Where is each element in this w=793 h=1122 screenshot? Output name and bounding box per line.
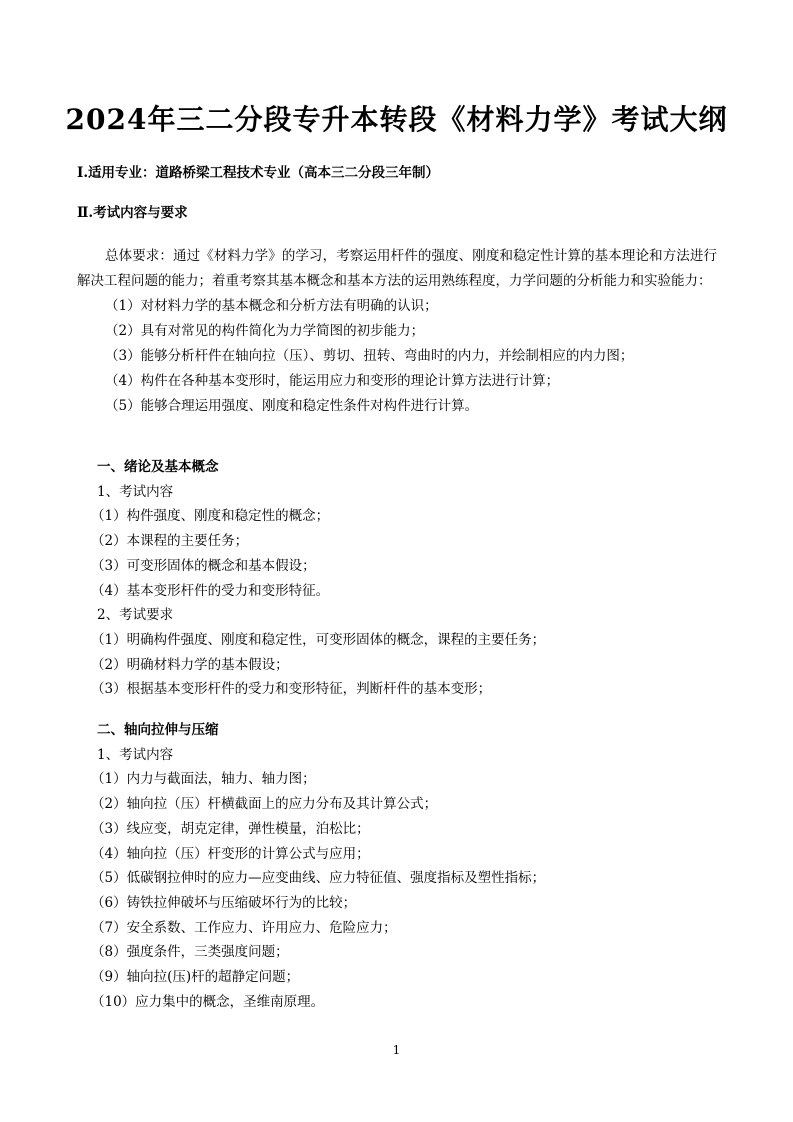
chapter-heading: 二、轴向拉伸与压缩	[97, 722, 219, 738]
requirement-label: 2、考试要求	[97, 607, 174, 624]
requirement-item: （3）根据基本变形杆件的受力和变形特征，判断杆件的基本变形；	[91, 681, 492, 698]
content-label: 1、考试内容	[97, 746, 174, 763]
requirement-item: （1）明确构件强度、刚度和稳定性，可变形固体的概念，课程的主要任务；	[91, 631, 546, 648]
content-item: （7）安全系数、工作应力、许用应力、危险应力；	[91, 919, 397, 936]
content-item: （2）轴向拉（压）杆横截面上的应力分布及其计算公式；	[91, 796, 438, 813]
content-item: （3）可变形固体的概念和基本假设；	[91, 557, 316, 574]
section-exam-content: Ⅱ.考试内容与要求	[77, 205, 188, 221]
overall-paragraph: 总体要求：通过《材料力学》的学习，考察运用杆件的强度、刚度和稳定性计算的基本理论和方法进行解决工程问题的能力；着重考察其基本概念和基本方法的运用熟练程度，力学问题的分析能力和实验能力：	[77, 248, 717, 289]
chapter-1	[77, 455, 717, 702]
chapter-heading: 一、绪论及基本概念	[97, 459, 219, 475]
content-item: （9）轴向拉(压)杆的超静定问题；	[91, 969, 300, 986]
content-item: （3）线应变，胡克定律，弹性模量，泊松比；	[91, 820, 370, 837]
content-item: （2）本课程的主要任务；	[91, 533, 249, 550]
content-label: 1、考试内容	[97, 483, 174, 500]
overall-requirements	[77, 244, 717, 419]
content-item: （5）低碳钢拉伸时的应力—应变曲线、应力特征值、强度指标及塑性指标；	[91, 870, 546, 887]
content-item: （1）内力与截面法，轴力、轴力图；	[91, 771, 316, 788]
content-item: （4）基本变形杆件的受力和变形特征。	[91, 582, 330, 599]
requirement-item: （2）明确材料力学的基本假设；	[91, 656, 289, 673]
content-item: （1）构件强度、刚度和稳定性的概念；	[91, 508, 330, 525]
document-title: 2024年三二分段专升本转段《材料力学》考试大纲	[65, 103, 728, 136]
content-item: （4）轴向拉（压）杆变形的计算公式与应用；	[91, 845, 370, 862]
requirement-item: （2）具有对常见的构件简化为力学简图的初步能力；	[105, 323, 425, 339]
requirement-item: （1）对材料力学的基本概念和分析方法有明确的认识；	[105, 298, 438, 314]
chapter-2	[77, 718, 717, 1014]
content-item: （6）铸铁拉伸破坏与压缩破坏行为的比较；	[91, 894, 357, 911]
requirement-item: （4）构件在各种基本变形时，能运用应力和变形的理论计算方法进行计算；	[105, 373, 560, 389]
requirement-item: （5）能够合理运用强度、刚度和稳定性条件对构件进行计算。	[105, 398, 479, 414]
requirement-item: （3）能够分析杆件在轴向拉（压）、剪切、扭转、弯曲时的内力，并绘制相应的内力图；	[105, 348, 634, 364]
content-item: （8）强度条件，三类强度问题；	[91, 944, 289, 961]
section-applicable-major: Ⅰ.适用专业：道路桥梁工程技术专业（高本三二分段三年制）	[77, 165, 440, 181]
content-item: （10）应力集中的概念，圣维南原理。	[91, 993, 325, 1010]
page-number: 1	[392, 1043, 401, 1057]
